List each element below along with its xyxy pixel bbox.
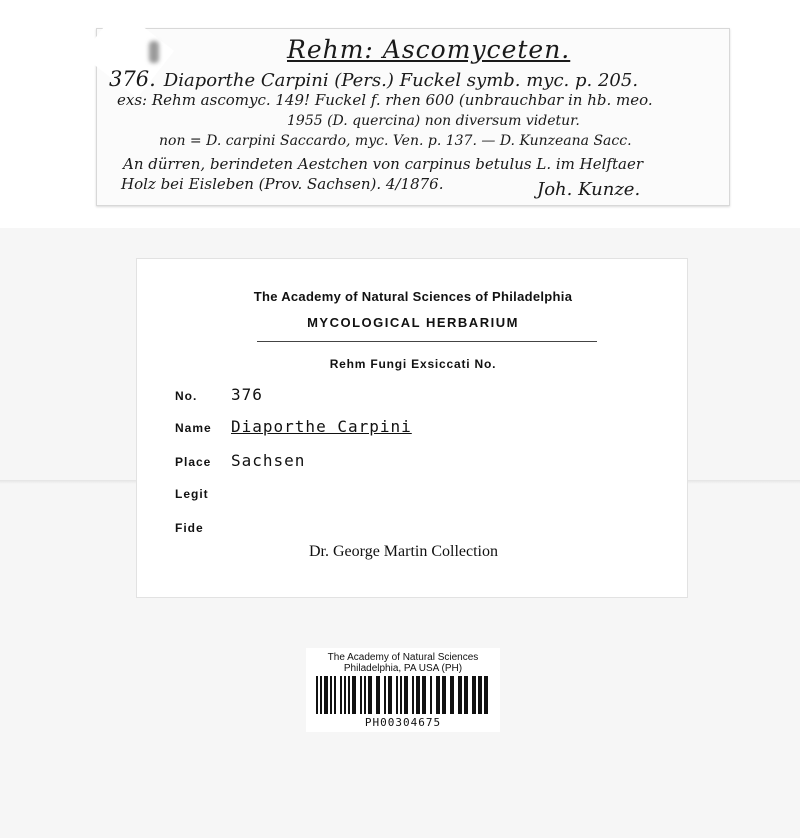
barcode-bar <box>334 676 336 714</box>
series-title: Rehm Fungi Exsiccati No. <box>329 357 497 371</box>
barcode-label <box>306 648 500 732</box>
barcode-institution-line1: The Academy of Natural Sciences <box>327 652 479 663</box>
barcode-bar <box>450 676 454 714</box>
barcode-bar <box>340 676 342 714</box>
barcode-bar <box>348 676 350 714</box>
herbarium-name: MYCOLOGICAL HERBARIUM <box>307 315 519 330</box>
field-value-no: 376 <box>231 385 263 404</box>
barcode-bar <box>464 676 468 714</box>
label-line-locality: Holz bei Eisleben (Prov. Sachsen). 4/1876. <box>121 175 444 193</box>
collector-signature: Joh. Kunze. <box>537 179 641 200</box>
barcode-bar <box>368 676 372 714</box>
species-citation: Diaporthe Carpini (Pers.) Fuckel symb. myc. p. 205. <box>163 70 639 91</box>
field-value-place: Sachsen <box>231 451 306 470</box>
barcode-bar <box>442 676 446 714</box>
barcode-bar <box>316 676 318 714</box>
barcode-bar <box>364 676 366 714</box>
field-label-place: Place <box>175 455 212 469</box>
handwritten-label <box>96 28 730 206</box>
barcode-bar <box>396 676 398 714</box>
collection-name: Dr. George Martin Collection <box>309 543 498 560</box>
barcode-bar <box>352 676 356 714</box>
barcode-institution-line2: Philadelphia, PA USA (PH) <box>343 663 463 674</box>
label-title: Rehm: Ascomyceten. <box>287 35 571 64</box>
barcode-bar <box>430 676 432 714</box>
divider <box>257 341 597 342</box>
field-label-no: No. <box>175 389 198 403</box>
label-line-habitat: An dürren, berindeten Aestchen von carpinus betulus L. im Helftaer <box>123 155 643 173</box>
barcode-bar <box>458 676 462 714</box>
label-line-species <box>109 67 638 91</box>
institution-name: The Academy of Natural Sciences of Philadelphia <box>253 289 573 304</box>
barcode-bar <box>478 676 482 714</box>
barcode-bar <box>388 676 392 714</box>
label-line-synonym: non = D. carpini Saccardo, myc. Ven. p. 137. — D. Kunzeana Sacc. <box>159 133 632 149</box>
field-label-legit: Legit <box>175 487 209 501</box>
barcode-bar <box>484 676 488 714</box>
barcode <box>316 676 492 714</box>
label-line-note: 1955 (D. quercina) non diversum videtur. <box>287 113 580 129</box>
barcode-bar <box>472 676 476 714</box>
herbarium-label <box>136 258 688 598</box>
label-line-exsiccata: exs: Rehm ascomyc. 149! Fuckel f. rhen 600 (unbrauchbar in hb. meo. <box>117 91 653 109</box>
barcode-bar <box>330 676 332 714</box>
field-label-fide: Fide <box>175 521 204 535</box>
ink-smudge <box>149 41 159 63</box>
barcode-bar <box>376 676 380 714</box>
barcode-bar <box>384 676 386 714</box>
exsiccata-number: 376. <box>109 67 156 91</box>
barcode-bar <box>344 676 346 714</box>
barcode-bar <box>422 676 426 714</box>
barcode-bar <box>412 676 414 714</box>
barcode-bar <box>404 676 408 714</box>
field-label-name: Name <box>175 421 212 435</box>
barcode-bar <box>324 676 328 714</box>
barcode-bar <box>360 676 362 714</box>
barcode-bar <box>436 676 440 714</box>
barcode-bar <box>416 676 420 714</box>
field-value-name: Diaporthe Carpini <box>231 417 412 436</box>
barcode-institution <box>306 652 500 674</box>
barcode-number: PH00304675 <box>364 716 442 729</box>
barcode-bar <box>400 676 402 714</box>
barcode-bar <box>320 676 322 714</box>
